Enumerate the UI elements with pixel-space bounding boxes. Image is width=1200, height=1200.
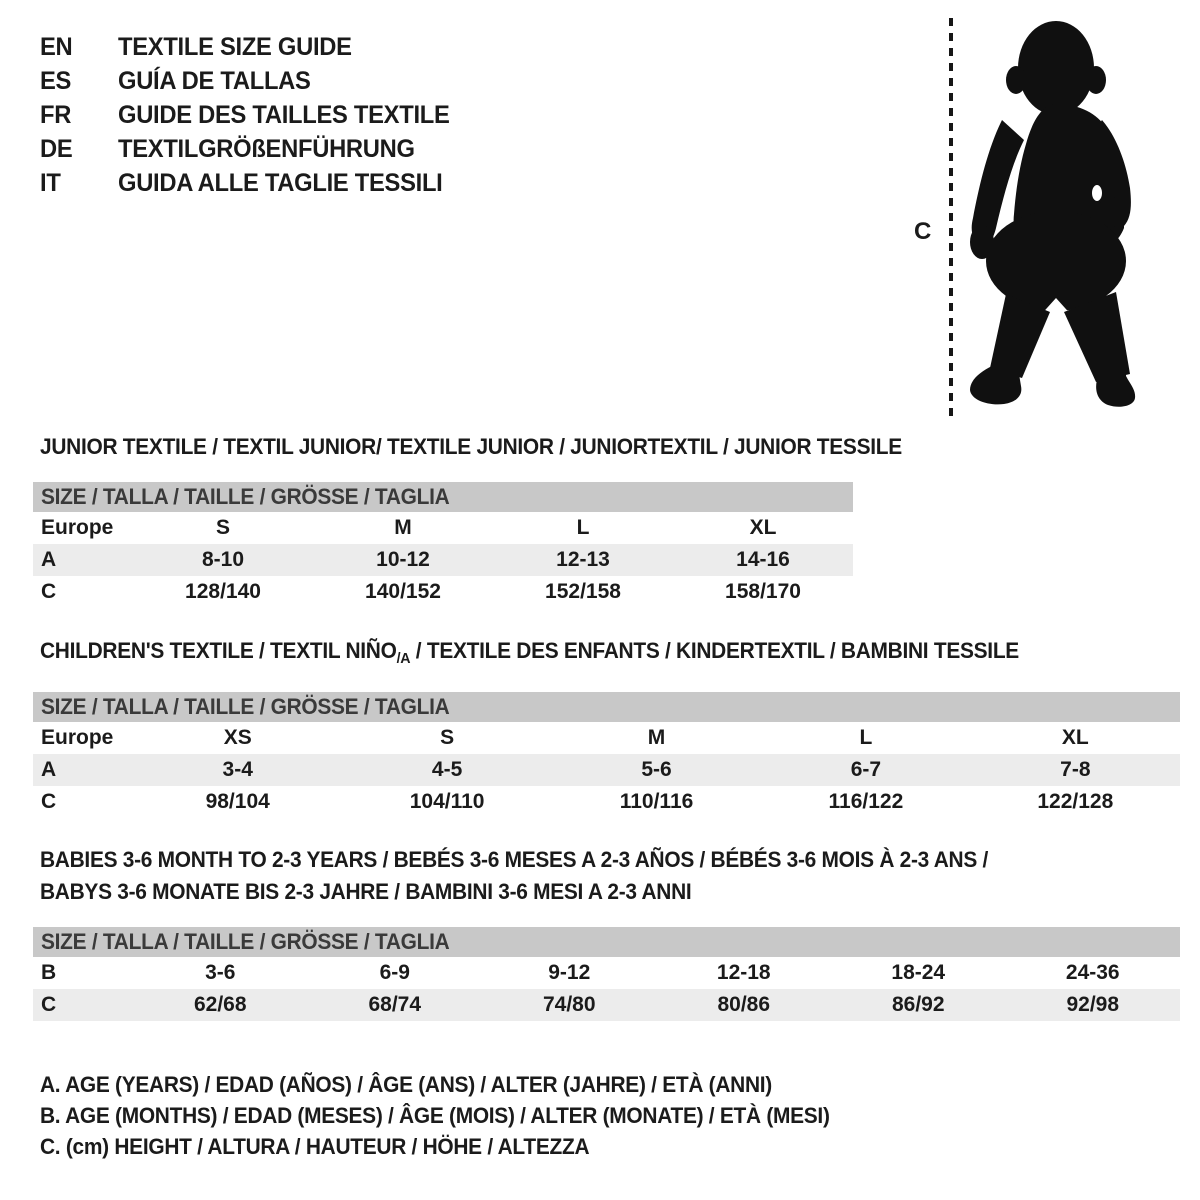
children-row-height — [33, 786, 1180, 818]
babies-row-height — [33, 989, 1180, 1021]
lang-title-en: TEXTILE SIZE GUIDE — [118, 32, 352, 61]
height-cell: 140/152 — [365, 580, 441, 603]
height-cell: 116/122 — [828, 790, 904, 813]
lang-title-es: GUÍA DE TALLAS — [118, 66, 311, 95]
height-cell: 80/86 — [717, 993, 771, 1016]
babies-row-months — [33, 957, 1180, 989]
size-cell: L — [576, 516, 590, 539]
age-cell: 10-12 — [376, 548, 430, 571]
row-label: B — [41, 961, 57, 984]
legend-height-cm: C. (cm) HEIGHT / ALTURA / HAUTEUR / HÖHE / ALTEZZA — [40, 1134, 590, 1159]
height-cell: 104/110 — [409, 790, 485, 813]
lang-row-it — [40, 166, 467, 200]
lang-code-en: EN — [40, 32, 73, 61]
language-title-list — [40, 30, 467, 200]
size-cell: M — [647, 726, 666, 749]
row-label: A — [41, 758, 57, 781]
row-label: C — [41, 993, 57, 1016]
height-cell: 92/98 — [1066, 993, 1120, 1016]
height-cell: 110/116 — [619, 790, 694, 813]
height-cell: 98/104 — [205, 790, 270, 813]
size-cell: L — [859, 726, 873, 749]
height-cell: 68/74 — [368, 993, 422, 1016]
lang-code-de: DE — [40, 134, 73, 163]
babies-size-header: SIZE / TALLA / TAILLE / GRÖSSE / TAGLIA — [33, 927, 1180, 957]
size-cell: XL — [749, 516, 777, 539]
row-label: Europe — [41, 516, 114, 539]
lang-title-it: GUIDA ALLE TAGLIE TESSILI — [118, 168, 443, 197]
junior-size-header: SIZE / TALLA / TAILLE / GRÖSSE / TAGLIA — [33, 482, 853, 512]
months-cell: 9-12 — [548, 961, 591, 984]
row-label: C — [41, 580, 57, 603]
lang-title-de: TEXTILGRÖßENFÜHRUNG — [118, 134, 415, 163]
legend-age-months: B. AGE (MONTHS) / EDAD (MESES) / ÂGE (MOIS) / ALTER (MONATE) / ETÀ (MESI) — [40, 1103, 830, 1128]
months-cell: 18-24 — [891, 961, 946, 984]
age-cell: 14-16 — [736, 548, 790, 571]
age-cell: 6-7 — [850, 758, 882, 781]
baby-silhouette — [968, 16, 1136, 418]
height-measure-figure — [900, 0, 1160, 440]
size-cell: M — [394, 516, 412, 539]
babies-size-table — [33, 927, 1180, 1021]
height-cell: 122/128 — [1037, 790, 1114, 813]
title-subscript: /A — [396, 650, 411, 667]
height-cell: 128/140 — [185, 580, 261, 603]
children-row-age — [33, 754, 1180, 786]
row-label: C — [41, 790, 57, 813]
lang-row-es — [40, 64, 467, 98]
lang-code-es: ES — [40, 66, 72, 95]
children-size-header: SIZE / TALLA / TAILLE / GRÖSSE / TAGLIA — [33, 692, 1180, 722]
junior-size-table — [33, 482, 853, 608]
age-cell: 5-6 — [641, 758, 672, 781]
height-cell: 74/80 — [542, 993, 596, 1016]
legend-age-years: A. AGE (YEARS) / EDAD (AÑOS) / ÂGE (ANS) / ALTER (JAHRE) / ETÀ (ANNI) — [40, 1072, 772, 1097]
lang-row-fr — [40, 98, 467, 132]
height-dashed-line — [949, 18, 953, 418]
babies-section-title-line1: BABIES 3-6 MONTH TO 2-3 YEARS / BEBÉS 3-6 MESES A 2-3 AÑOS / BÉBÉS 3-6 MOIS À 2-3 ANS / — [40, 847, 989, 872]
months-cell: 6-9 — [379, 961, 410, 984]
row-label: A — [41, 548, 57, 571]
lang-code-it: IT — [40, 168, 61, 197]
size-cell: S — [440, 726, 455, 749]
height-cell: 62/68 — [193, 993, 247, 1016]
lang-row-en — [40, 30, 467, 64]
size-cell: S — [215, 516, 230, 539]
junior-row-height — [33, 576, 853, 608]
junior-row-age — [33, 544, 853, 576]
children-section-title: CHILDREN'S TEXTILE / TEXTIL $NIÑO_{/A}$ / TEXTILE DES ENFANTS / KINDERTEXTIL / BAMBINI TESSILE — [40, 638, 1019, 667]
age-cell: 3-4 — [222, 758, 253, 781]
age-cell: 7-8 — [1060, 758, 1091, 781]
months-cell: 12-18 — [716, 961, 771, 984]
lang-row-de — [40, 132, 467, 166]
height-measure-label: C — [914, 218, 932, 245]
age-cell: 12-13 — [556, 548, 610, 571]
children-row-europe — [33, 722, 1180, 754]
height-cell: 158/170 — [725, 580, 801, 603]
row-label: Europe — [41, 726, 114, 749]
children-size-table — [33, 692, 1180, 818]
babies-section-title-line2: BABYS 3-6 MONATE BIS 2-3 JAHRE / BAMBINI 3-6 MESI A 2-3 ANNI — [40, 879, 692, 904]
size-cell: XS — [223, 726, 252, 749]
months-cell: 24-36 — [1065, 961, 1120, 984]
months-cell: 3-6 — [205, 961, 236, 984]
lang-code-fr: FR — [40, 100, 72, 129]
height-cell: 86/92 — [891, 993, 945, 1016]
height-cell: 152/158 — [545, 580, 621, 603]
lang-title-fr: GUIDE DES TAILLES TEXTILE — [118, 100, 450, 129]
junior-row-europe — [33, 512, 853, 544]
age-cell: 4-5 — [431, 758, 463, 781]
age-cell: 8-10 — [201, 548, 245, 571]
junior-section-title: JUNIOR TEXTILE / TEXTIL JUNIOR/ TEXTILE JUNIOR / JUNIORTEXTIL / JUNIOR TESSILE — [40, 434, 902, 459]
size-cell: XL — [1061, 726, 1089, 749]
